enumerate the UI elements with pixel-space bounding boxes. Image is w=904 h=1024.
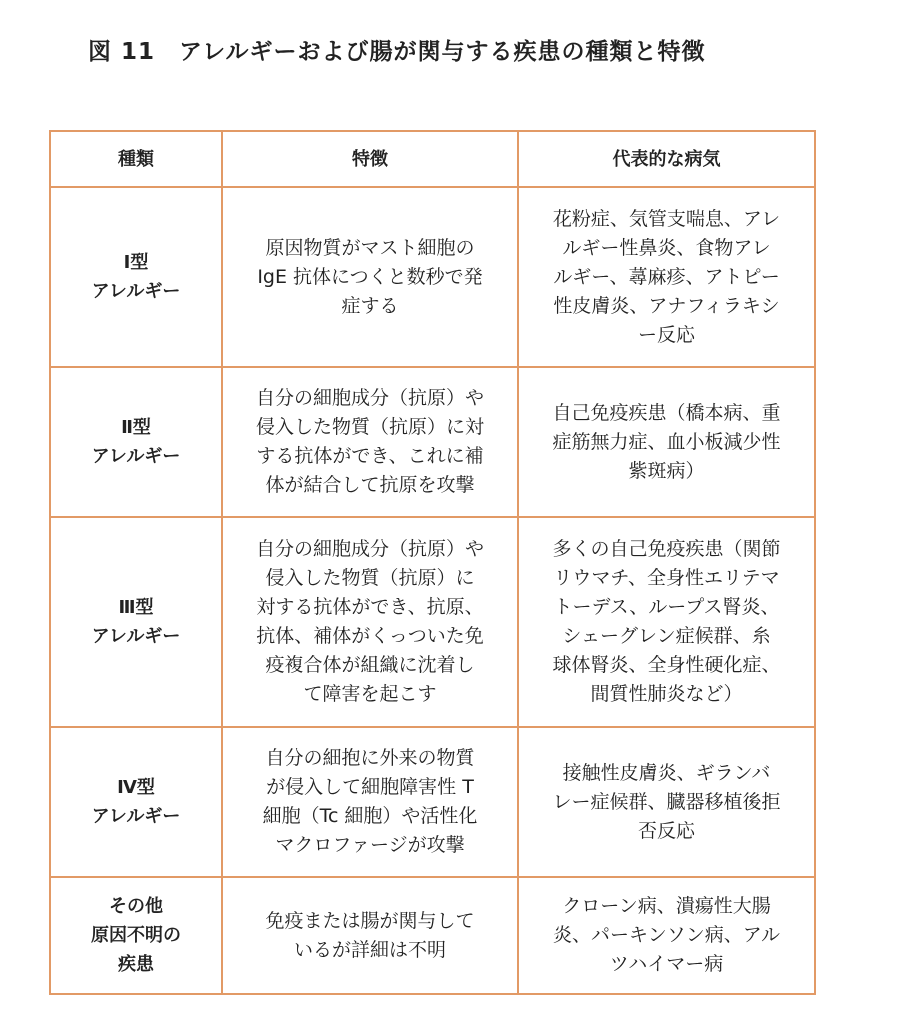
figure-title: 図 11 アレルギーおよび腸が関与する疾患の種類と特徴 <box>88 39 706 65</box>
row-feature: 原因物質がマスト細胞の IgE 抗体につくと数秒で発 症する <box>222 187 518 367</box>
row-diseases: 多くの自己免疫疾患（関節 リウマチ、全身性エリテマ トーデス、ループス腎炎、 シェーグレン症候群、糸 球体腎炎、全身性硬化症、 間質性肺炎など） <box>518 517 815 727</box>
allergy-disease-table <box>49 130 816 995</box>
row-type: Ⅰ型 アレルギー <box>50 187 222 367</box>
row-diseases: 接触性皮膚炎、ギランバ レー症候群、臓器移植後拒 否反応 <box>518 727 815 877</box>
row-diseases: クローン病、潰瘍性大腸 炎、パーキンソン病、アル ツハイマー病 <box>518 877 815 994</box>
row-type: Ⅳ型 アレルギー <box>50 727 222 877</box>
row-feature: 自分の細抱に外来の物質 が侵入して細胞障害性 T 細胞（Tc 細胞）や活性化 マクロファージが攻撃 <box>222 727 518 877</box>
row-diseases: 花粉症、気管支喘息、アレ ルギー性鼻炎、食物アレ ルギー、蕁麻疹、アトピー 性皮膚炎、アナフィラキシ ー反応 <box>518 187 815 367</box>
table-row <box>50 727 815 877</box>
row-type: その他 原因不明の 疾患 <box>50 877 222 994</box>
table-header-row <box>50 131 815 187</box>
row-type: Ⅱ型 アレルギー <box>50 367 222 517</box>
table-row <box>50 187 815 367</box>
table-row <box>50 517 815 727</box>
row-feature: 免疫または腸が関与して いるが詳細は不明 <box>222 877 518 994</box>
table-row <box>50 877 815 994</box>
header-diseases: 代表的な病気 <box>518 131 815 187</box>
row-feature: 自分の細胞成分（抗原）や 侵入した物質（抗原）に対 する抗体ができ、これに補 体が結合して抗原を攻撃 <box>222 367 518 517</box>
row-feature: 自分の細胞成分（抗原）や 侵入した物質（抗原）に 対する抗体ができ、抗原、 抗体、補体がくっついた免 疫複合体が組織に沈着し て障害を起こす <box>222 517 518 727</box>
header-type: 種類 <box>50 131 222 187</box>
table-row <box>50 367 815 517</box>
row-diseases: 自己免疫疾患（橋本病、重 症筋無力症、血小板減少性 紫斑病） <box>518 367 815 517</box>
row-type: Ⅲ型 アレルギー <box>50 517 222 727</box>
header-feature: 特徴 <box>222 131 518 187</box>
